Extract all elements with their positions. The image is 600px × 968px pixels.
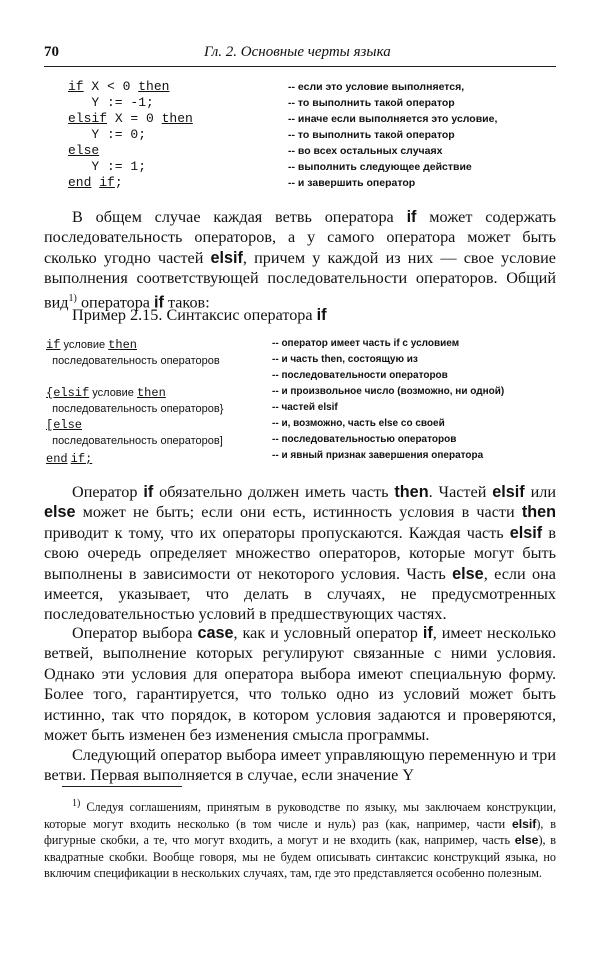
syntax-comment: -- и произвольное число (возможно, ни одной): [272, 386, 505, 397]
syntax-line: последовательность операторов]: [46, 435, 223, 447]
syntax-comment: -- и часть then, состоящую из: [272, 354, 418, 365]
code-line: elsif X = 0 then: [68, 111, 193, 126]
code-line: if X < 0 then: [68, 79, 170, 94]
code-comment: -- во всех остальных случаях: [288, 145, 443, 157]
footnote-rule: [62, 786, 182, 787]
syntax-line: [else: [46, 418, 83, 432]
code-comment: -- выполнить следующее действие: [288, 161, 472, 173]
syntax-comment: -- оператор имеет часть if с условием: [272, 338, 460, 349]
paragraph-1: В общем случае каждая ветвь оператора if может содержать последовательность операторов, а у самого оператора может быть сколько угодно частей elsif, причем у каждой из них — свое условие выполнения соответствующей последовательности операторов. Общий вид$^{1)}$ оператора if таков:: [44, 208, 556, 312]
paragraph-3: Оператор выбора case, как и условный оператор if, имеет несколько ветвей, выполнение которых регулируют связанные с ними условия. Однако эти условия для оператора выбора имеют специальную форму. Более того, гарантируется, что только одно из условий может быть истинно, так что порядок, в котором условия задаются и проверяются, может быть изменен без изменения смысла программы.: [44, 624, 557, 745]
syntax-comment: -- частей elsif: [272, 402, 338, 413]
header-rule: [44, 66, 556, 67]
code-comment: -- и завершить оператор: [288, 177, 416, 189]
syntax-line: if условие then: [46, 338, 137, 352]
syntax-line: последовательность операторов}: [46, 403, 224, 415]
page-number: 70: [44, 44, 59, 60]
footnote: $^{1)}$ Следуя соглашениям, принятым в руководстве по языку, мы заключаем конструкции, которые могут входить несколько (в том числе и нуль) раз (как, например, части elsif), в фигурные скобки, а те, что могут входить, а могут и не входить (как, например, часть else), в квадратные скобки. Вообще говоря, мы не будем описывать синтаксис конструкций языка, но включим спецификации в нескольких случаях, там, где это представляется особенно полезным.: [44, 798, 556, 881]
syntax-comment: -- последовательностью операторов: [272, 434, 457, 445]
code-line: else: [68, 143, 100, 158]
example-heading: Пример 2.15. Синтаксис оператора if: [72, 306, 327, 324]
syntax-line: последовательность операторов: [46, 355, 220, 367]
paragraph-4: Следующий оператор выбора имеет управляющую переменную и три ветви. Первая выполняется в случае, если значение Y: [44, 746, 556, 785]
syntax-line: {elsif условие then: [46, 386, 166, 400]
code-comment: -- то выполнить такой оператор: [288, 129, 455, 141]
footnote-mark: 1): [68, 292, 77, 304]
code-line: Y := 0;: [68, 127, 147, 142]
code-comment: -- иначе если выполняется это условие,: [288, 113, 498, 125]
syntax-comment: -- и, возможно, часть else со своей: [272, 418, 445, 429]
syntax-comment: -- последовательности операторов: [272, 370, 448, 381]
code-line: Y := -1;: [68, 95, 154, 110]
syntax-line: end if;: [46, 452, 93, 466]
code-line: end if;: [68, 175, 123, 190]
code-comment: -- если это условие выполняется,: [288, 81, 465, 93]
code-comment: -- то выполнить такой оператор: [288, 97, 455, 109]
code-line: Y := 1;: [68, 159, 147, 174]
paragraph-2: Оператор if обязательно должен иметь часть then. Частей elsif или else может не быть; если они есть, истинность условия в части then приводит к тому, что их операторы пропускаются. Каждая часть elsif в свою очередь определяет множество операторов, которые могут быть выполнены в зависимости от некоторого условия. Часть else, если она имеется, указывает, что делать в случаях, не предусмотренных последовательностью условий в предшествующих частях.: [44, 483, 557, 624]
page-header: [44, 44, 556, 66]
syntax-comment: -- и явный признак завершения оператора: [272, 450, 484, 461]
running-head: Гл. 2. Основные черты языка: [204, 44, 391, 60]
